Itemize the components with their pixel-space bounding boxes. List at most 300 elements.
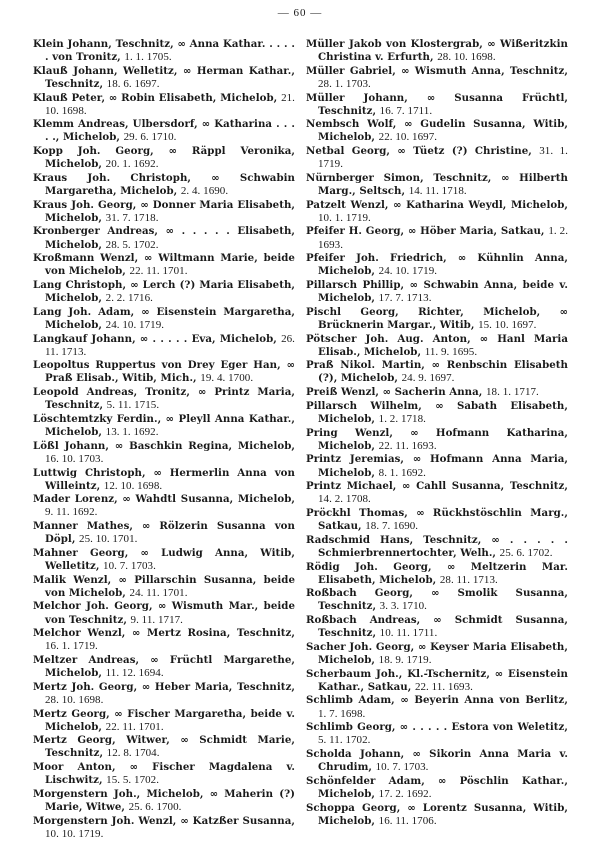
groom-name: Nürnberger Simon, Teschnitz, — [306, 171, 492, 184]
bride-name: Tüetz (?) Christine, — [413, 145, 532, 158]
marriage-entry — [306, 359, 568, 385]
marriage-date: 16. 1. 1719. — [45, 640, 98, 653]
marriage-symbol-icon: ∞ — [180, 735, 189, 747]
bride-name: Fischer Magdalena v. Lischwitz, — [45, 761, 295, 787]
marriage-date: 25. 6. 1702. — [499, 546, 553, 559]
marriage-entry — [33, 92, 295, 118]
groom-name: Morgenstern Joh., Michelob, — [33, 787, 204, 800]
marriage-symbol-icon: ∞ — [141, 521, 151, 533]
marriage-date: 24. 10. 1719. — [378, 265, 438, 278]
groom-name: Schoppa Georg, — [306, 801, 401, 814]
groom-name: Melchor Joh. Georg, — [33, 600, 153, 613]
marriage-symbol-icon: ∞ — [197, 387, 207, 399]
marriage-entry — [33, 172, 295, 198]
marriage-symbol-icon: ∞ — [399, 722, 409, 734]
groom-name: Patzelt Wenzl, — [306, 198, 389, 211]
marriage-entry — [33, 520, 295, 546]
marriage-symbol-icon: ∞ — [426, 92, 436, 104]
marriage-symbol-icon: ∞ — [286, 360, 295, 372]
marriage-symbol-icon: ∞ — [140, 199, 149, 211]
groom-name: Nembsch Wolf, — [306, 118, 397, 131]
bride-name: Früchtl Margarethe, Michelob, — [45, 653, 295, 680]
groom-name: Pring Wenzl, — [306, 426, 393, 439]
page-number: — 60 — — [277, 7, 323, 19]
marriage-date: 10. 7. 1703. — [103, 559, 156, 572]
marriage-date: 9. 11. 1692. — [45, 506, 98, 519]
bride-name: Robin Elisabeth, Michelob, — [121, 91, 278, 104]
bride-name: Schmidt Susanna, Teschnitz, — [318, 614, 568, 640]
groom-name: Netbal Georg, — [306, 145, 391, 158]
bride-name: Smolik Susanna, Teschnitz, — [318, 587, 568, 613]
marriage-entry — [33, 306, 295, 332]
bride-name: Hanl Maria Elisab., Michelob, — [318, 332, 568, 358]
groom-name: Printz Michael, — [306, 480, 397, 493]
marriage-symbol-icon: ∞ — [393, 199, 402, 211]
marriage-symbol-icon: ∞ — [446, 561, 456, 573]
bride-name: Mertz Rosina, Teschnitz, — [147, 627, 295, 640]
marriage-symbol-icon: ∞ — [412, 749, 421, 760]
marriage-entry — [306, 507, 568, 533]
groom-name: Roßbach Georg, — [306, 587, 414, 600]
marriage-date: 14. 2. 1708. — [318, 493, 371, 506]
bride-name: Keyser Maria Elisabeth, Michelob, — [318, 640, 568, 666]
groom-name: Schlimb Georg, — [306, 721, 396, 734]
marriage-date: 2. 2. 1716. — [105, 292, 153, 305]
marriage-entry — [306, 306, 568, 332]
marriage-date: 20. 1. 1692. — [105, 158, 159, 171]
bride-name: Donner Maria Elisabeth, Michelob, — [45, 198, 295, 224]
marriage-date: 31. 1. 1719. — [318, 145, 568, 171]
bride-name: Susanna Früchtl, Teschnitz, — [318, 91, 568, 117]
marriage-date: 1. 2. 1693. — [318, 225, 569, 251]
groom-name: Müller Gabriel, — [306, 64, 396, 77]
marriage-entry — [306, 333, 568, 359]
groom-name: Leopold Andreas, Tronitz, — [33, 386, 190, 399]
marriage-entry — [306, 614, 568, 640]
marriage-symbol-icon: ∞ — [114, 440, 124, 452]
marriage-date: 10. 11. 1711. — [379, 627, 438, 640]
groom-name: Klauß Johann, Welletitz, — [33, 64, 178, 77]
marriage-date: 28. 5. 1702. — [105, 238, 159, 251]
marriage-entry — [33, 118, 295, 144]
bride-name: Hofmann Katharina, Michelob, — [318, 426, 568, 452]
marriage-entry — [306, 534, 568, 560]
marriage-entry — [33, 145, 295, 171]
marriage-symbol-icon: ∞ — [211, 172, 220, 184]
marriage-entry — [33, 708, 295, 734]
marriage-date: 22. 10. 1697. — [378, 131, 438, 144]
bride-name: Räppl Veronika, Michelob, — [45, 145, 295, 171]
groom-name: Pillarsch Phillip, — [306, 279, 405, 292]
groom-name: Klemm Andreas, Ulbersdorf, — [33, 118, 198, 131]
marriage-symbol-icon: ∞ — [165, 413, 175, 425]
marriage-symbol-icon: ∞ — [168, 146, 177, 158]
marriage-symbol-icon: ∞ — [141, 306, 150, 318]
marriage-date: 9. 11. 1717. — [130, 613, 183, 626]
left-column — [33, 38, 295, 841]
groom-name: Pröckhl Thomas, — [306, 506, 408, 519]
bride-name: Pöschlin Kathar., Michelob, — [318, 774, 568, 800]
marriage-symbol-icon: ∞ — [401, 65, 410, 77]
bride-name: Wiltmann Marie, beide von Michelob, — [45, 252, 295, 278]
marriage-entry — [306, 38, 568, 64]
marriage-entry — [306, 453, 568, 479]
marriage-symbol-icon: ∞ — [400, 695, 409, 707]
marriage-entry — [33, 574, 295, 600]
bride-name: Wismuth Mar., beide von Teschnitz, — [45, 600, 295, 626]
marriage-date: 24. 11. 1701. — [129, 586, 188, 599]
groom-name: Müller Johann, — [306, 91, 408, 104]
marriage-entry — [33, 654, 295, 680]
marriage-symbol-icon: ∞ — [433, 615, 442, 627]
marriage-entry — [33, 38, 295, 64]
groom-name: Kraus Joh. Georg, — [33, 198, 137, 211]
groom-name: Morgenstern Joh. Wenzl, — [33, 814, 177, 827]
marriage-symbol-icon: ∞ — [416, 507, 425, 519]
bride-name: Lorentz Susanna, Witib, Michelob, — [318, 801, 568, 827]
bride-name: Maherin (?) Marie, Witwe, — [45, 787, 295, 813]
marriage-entry — [33, 199, 295, 225]
bride-name: Praß Elisab., Witib, Mich., — [45, 372, 197, 385]
marriage-symbol-icon: ∞ — [182, 65, 192, 77]
bride-name: Beyerin Anna von Berlitz, — [414, 694, 568, 707]
groom-name: Pillarsch Wilhelm, — [306, 399, 422, 412]
marriage-entry — [306, 668, 568, 694]
marriage-symbol-icon: ∞ — [410, 427, 419, 439]
marriage-entry — [306, 172, 568, 198]
marriage-date: 24. 10. 1719. — [105, 318, 165, 331]
groom-name: Löschtemtzky Ferdin., — [33, 412, 162, 425]
marriage-symbol-icon: ∞ — [412, 454, 422, 466]
bride-name: Schwabin Anna, beide v. Michelob, — [318, 279, 568, 305]
bride-name: Sacherin Anna, — [394, 386, 483, 399]
marriage-entry — [33, 359, 295, 385]
marriage-entry — [33, 467, 295, 493]
marriage-entry — [33, 440, 295, 466]
marriage-date: 10. 7. 1703. — [375, 761, 429, 774]
marriage-date: 2. 4. 1690. — [180, 185, 229, 197]
groom-name: Moor Anton, — [33, 761, 116, 774]
groom-name: Leopoltus Ruppertus von Drey Eger Han, — [33, 359, 281, 372]
marriage-date: 22. 11. 1701. — [129, 265, 188, 278]
marriage-date: 28. 11. 1713. — [439, 573, 498, 586]
groom-name: Langkauf Johann, — [33, 332, 136, 345]
bride-name: Wismuth Anna, Teschnitz, — [414, 64, 568, 77]
bride-name: Pleyll Anna Kathar., Michelob, — [45, 412, 295, 439]
marriage-date: 11. 9. 1695. — [424, 345, 478, 358]
marriage-symbol-icon: ∞ — [404, 119, 413, 131]
marriage-date: 8. 1. 1692. — [378, 466, 426, 479]
marriage-entry — [306, 427, 568, 453]
marriage-symbol-icon: ∞ — [108, 92, 118, 104]
marriage-entry — [306, 145, 568, 171]
groom-name: Radschmid Hans, Teschnitz, — [306, 533, 482, 546]
bride-name: . . . . . Estora von Weletitz, — [412, 721, 568, 734]
groom-name: Preiß Wenzl, — [306, 386, 379, 399]
marriage-date: 28. 10. 1698. — [45, 693, 104, 706]
groom-name: Lang Christoph, — [33, 279, 127, 292]
marriage-date: 31. 7. 1718. — [105, 211, 159, 224]
groom-name: Lößl Johann, — [33, 439, 109, 452]
marriage-date: 25. 10. 1701. — [79, 533, 138, 546]
groom-name: Mahner Georg, — [33, 546, 129, 559]
marriage-symbol-icon: ∞ — [122, 494, 131, 506]
bride-name: Herman Kathar., Teschnitz, — [45, 64, 295, 90]
marriage-symbol-icon: ∞ — [407, 226, 417, 238]
groom-name: Malik Wenzl, — [33, 573, 112, 586]
marriage-date: 3. 3. 1710. — [379, 600, 427, 613]
bride-name: Sabath Elisabeth, Michelob, — [318, 399, 568, 425]
marriage-date: 28. 1. 1703. — [318, 77, 371, 90]
marriage-date: 15. 5. 1702. — [106, 774, 160, 787]
bride-name: Katharina Weydl, Michelob, — [406, 198, 568, 211]
marriage-date: 18. 6. 1697. — [106, 77, 160, 90]
groom-name: Kraus Joh. Christoph, — [33, 171, 191, 184]
groom-name: Mertz Georg, — [33, 707, 110, 720]
marriage-symbol-icon: ∞ — [431, 588, 440, 600]
marriage-entry — [306, 252, 568, 278]
marriage-symbol-icon: ∞ — [150, 654, 159, 666]
marriage-entry — [33, 627, 295, 653]
groom-name: Kopp Joh. Georg, — [33, 145, 154, 158]
bride-name: Hermerlin Anna von Willeintz, — [45, 466, 295, 492]
marriage-entry — [33, 413, 295, 439]
marriage-symbol-icon: ∞ — [153, 467, 162, 479]
bride-name: Katharina . . . . ., Michelob, — [45, 118, 296, 144]
marriage-entry — [306, 587, 568, 613]
marriage-date: 10. 10. 1719. — [45, 827, 104, 840]
marriage-symbol-icon: ∞ — [382, 387, 391, 399]
bride-name: Anna Kathar. . . . . . von Tronitz, — [45, 38, 295, 64]
marriage-symbol-icon: ∞ — [479, 333, 489, 345]
marriage-symbol-icon: ∞ — [409, 280, 418, 292]
groom-name: Meltzer Andreas, — [33, 653, 140, 666]
bride-name: Sikorin Anna Maria v. Chrudim, — [318, 748, 568, 774]
groom-name: Klein Johann, Teschnitz, — [33, 38, 174, 50]
marriage-entry — [33, 600, 295, 626]
groom-name: Mertz Georg, Witwer, — [33, 734, 170, 747]
marriage-date: 11. 12. 1694. — [105, 667, 164, 680]
marriage-date: 1. 7. 1698. — [318, 707, 366, 720]
bride-name: Heber Maria, Teschnitz, — [154, 680, 295, 693]
marriage-symbol-icon: ∞ — [139, 333, 149, 345]
right-column — [306, 38, 568, 828]
groom-name: Mader Lorenz, — [33, 493, 118, 506]
marriage-date: 15. 10. 1697. — [478, 318, 537, 331]
marriage-entry — [33, 681, 295, 707]
marriage-date: 1. 1. 1705. — [124, 51, 172, 64]
marriage-entry — [33, 252, 295, 278]
marriage-entry — [306, 561, 568, 587]
marriage-entry — [33, 225, 295, 251]
bride-name: Schwabin Margaretha, Michelob, — [45, 171, 295, 197]
marriage-symbol-icon: ∞ — [201, 119, 211, 131]
groom-name: Printz Jeremias, — [306, 453, 405, 466]
marriage-entry — [33, 279, 295, 305]
marriage-symbol-icon: ∞ — [494, 668, 504, 680]
groom-name: Luttwig Christoph, — [33, 466, 146, 479]
marriage-symbol-icon: ∞ — [157, 601, 167, 613]
marriage-entry — [306, 748, 568, 774]
bride-name: Renbschin Elisabeth (?), Michelob, — [318, 359, 568, 385]
marriage-entry — [306, 225, 568, 251]
marriage-symbol-icon: ∞ — [487, 39, 496, 50]
groom-name: Schlimb Adam, — [306, 694, 395, 707]
marriage-entry — [306, 641, 568, 667]
marriage-date: 16. 11. 1706. — [378, 814, 437, 827]
marriage-date: 1. 2. 1718. — [378, 412, 426, 425]
groom-name: Mertz Joh. Georg, — [33, 680, 138, 693]
marriage-symbol-icon: ∞ — [402, 481, 411, 493]
marriage-entry — [33, 815, 295, 841]
marriage-symbol-icon: ∞ — [438, 775, 447, 787]
marriage-date: 5. 11. 1702. — [318, 734, 371, 747]
bride-name: Eisenstein Kathar., Satkau, — [318, 667, 568, 693]
groom-name: Müller Jakob von Klostergrab, — [306, 38, 483, 50]
bride-name: Katzßer Susanna, — [192, 814, 295, 827]
marriage-date: 28. 10. 1698. — [437, 51, 496, 64]
marriage-symbol-icon: ∞ — [180, 815, 189, 827]
marriage-symbol-icon: ∞ — [457, 253, 467, 265]
marriage-entry — [33, 333, 295, 359]
marriage-date: 24. 9. 1697. — [401, 372, 455, 385]
marriage-date: 22. 11. 1693. — [414, 680, 473, 693]
marriage-symbol-icon: ∞ — [132, 628, 141, 640]
bride-name: Hofmann Anna Maria, Michelob, — [318, 453, 568, 479]
marriage-entry — [306, 480, 568, 506]
marriage-symbol-icon: ∞ — [397, 146, 406, 158]
marriage-symbol-icon: ∞ — [129, 762, 139, 774]
marriage-date: 17. 2. 1692. — [378, 787, 432, 800]
marriage-symbol-icon: ∞ — [209, 788, 219, 800]
bride-name: Eisenstein Margaretha, Michelob, — [45, 305, 295, 331]
bride-name: Brücknerin Margar., Witib, — [318, 318, 475, 331]
marriage-symbol-icon: ∞ — [491, 534, 500, 546]
bride-name: Ludwig Anna, Witib, Welletitz, — [45, 546, 295, 572]
marriage-entry — [306, 199, 568, 225]
marriage-entry — [306, 694, 568, 720]
marriage-entry — [306, 92, 568, 118]
marriage-date: 12. 10. 1698. — [103, 479, 163, 492]
bride-name: Meltzerin Mar. Elisabeth, Michelob, — [318, 560, 568, 586]
marriage-symbol-icon: ∞ — [417, 641, 427, 653]
bride-name: Printz Maria, Teschnitz, — [45, 386, 295, 412]
marriage-date: 22. 11. 1701. — [105, 720, 164, 733]
marriage-date: 17. 7. 1713. — [378, 292, 432, 305]
marriage-date: 21. 10. 1698. — [45, 91, 295, 117]
marriage-date: 14. 11. 1718. — [408, 185, 467, 197]
groom-name: Pischl Georg, Richter, Michelob, — [306, 305, 541, 318]
marriage-entry — [306, 400, 568, 426]
groom-name: Scholda Johann, — [306, 748, 405, 760]
bride-name: . . . . . Schmierbrennertochter, Welh., — [318, 533, 569, 559]
groom-name: Klauß Peter, — [33, 91, 106, 104]
bride-name: Hilberth Marg., Seltsch, — [318, 171, 568, 197]
marriage-entry — [306, 118, 568, 144]
marriage-symbol-icon: ∞ — [435, 400, 444, 412]
bride-name: . . . . . Elisabeth, Michelob, — [45, 225, 295, 251]
marriage-entry — [306, 721, 568, 747]
bride-name: Schmidt Marie, Teschnitz, — [45, 734, 295, 760]
groom-name: Praß Nikol. Martin, — [306, 359, 425, 372]
marriage-date: 5. 11. 1715. — [106, 399, 160, 412]
marriage-entry — [33, 788, 295, 814]
bride-name: Höber Maria, Satkau, — [420, 225, 545, 238]
marriage-symbol-icon: ∞ — [130, 280, 139, 292]
bride-name: Rölzerin Susanna von Döpl, — [45, 520, 295, 546]
bride-name: Lerch (?) Maria Elisabeth, Michelob, — [45, 279, 296, 305]
groom-name: Roßbach Andreas, — [306, 614, 421, 627]
bride-name: Fischer Margaretha, beide v. Michelob, — [45, 707, 295, 733]
bride-name: Wahdtl Susanna, Michelob, — [135, 493, 295, 506]
marriage-date: 25. 6. 1700. — [128, 800, 182, 813]
marriage-symbol-icon: ∞ — [140, 547, 149, 559]
marriage-date: 19. 4. 1700. — [200, 372, 254, 385]
bride-name: Wißeritzkin Christina v. Erfurth, — [318, 38, 568, 64]
groom-name: Manner Mathes, — [33, 520, 133, 533]
marriage-date: 16. 7. 1711. — [379, 104, 433, 117]
marriage-entry — [33, 493, 295, 519]
marriage-symbol-icon: ∞ — [501, 172, 510, 184]
marriage-date: 12. 8. 1704. — [106, 747, 160, 760]
marriage-symbol-icon: ∞ — [118, 574, 127, 586]
groom-name: Lang Joh. Adam, — [33, 305, 135, 318]
marriage-symbol-icon: ∞ — [144, 253, 153, 265]
bride-name: Cahll Susanna, Teschnitz, — [416, 480, 568, 493]
marriage-symbol-icon: ∞ — [407, 802, 416, 814]
groom-name: Kroßmann Wenzl, — [33, 252, 139, 265]
marriage-symbol-icon: ∞ — [141, 681, 151, 693]
marriage-entry — [33, 547, 295, 573]
bride-name: Rückhstöschlin Marg., Satkau, — [318, 506, 568, 533]
groom-name: Sacher Joh. Georg, — [306, 640, 415, 653]
marriage-symbol-icon: ∞ — [177, 39, 186, 50]
bride-name: Gudelin Susanna, Witib, Michelob, — [318, 118, 568, 144]
groom-name: Kronberger Andreas, — [33, 225, 159, 238]
groom-name: Scherbaum Joh., Kl.-Tschernitz, — [306, 667, 490, 680]
marriage-entry — [306, 386, 568, 399]
marriage-entry — [306, 65, 568, 91]
marriage-entry — [33, 734, 295, 760]
marriage-entry — [306, 802, 568, 828]
bride-name: . . . . . Eva, Michelob, — [152, 332, 277, 345]
groom-name: Rödig Joh. Georg, — [306, 560, 432, 573]
marriage-symbol-icon: ∞ — [114, 708, 123, 720]
marriage-symbol-icon: ∞ — [165, 226, 174, 238]
marriage-date: 22. 11. 1693. — [378, 439, 437, 452]
marriage-date: 26. 11. 1713. — [45, 332, 295, 358]
marriage-date: 18. 9. 1719. — [378, 653, 432, 666]
marriage-symbol-icon: ∞ — [431, 360, 440, 372]
groom-name: Pfeifer H. Georg, — [306, 225, 405, 238]
bride-name: Baschkin Regina, Michelob, — [129, 439, 295, 452]
groom-name: Schönfelder Adam, — [306, 774, 425, 787]
bride-name: Pillarschin Susanna, beide von Michelob, — [45, 573, 295, 599]
marriage-date: 10. 1. 1719. — [318, 211, 371, 224]
groom-name: Pötscher Joh. Aug. Anton, — [306, 332, 471, 345]
marriage-entry — [306, 775, 568, 801]
marriage-date: 18. 7. 1690. — [365, 520, 419, 533]
marriage-entry — [33, 761, 295, 787]
marriage-entry — [306, 279, 568, 305]
bride-name: Kühnlin Anna, Michelob, — [318, 252, 568, 278]
marriage-date: 16. 10. 1703. — [45, 452, 104, 465]
marriage-entry — [33, 386, 295, 412]
groom-name: Melchor Wenzl, — [33, 627, 126, 640]
marriage-date: 29. 6. 1710. — [123, 131, 177, 144]
marriage-date: 13. 1. 1692. — [105, 426, 159, 439]
marriage-entry — [33, 65, 295, 91]
